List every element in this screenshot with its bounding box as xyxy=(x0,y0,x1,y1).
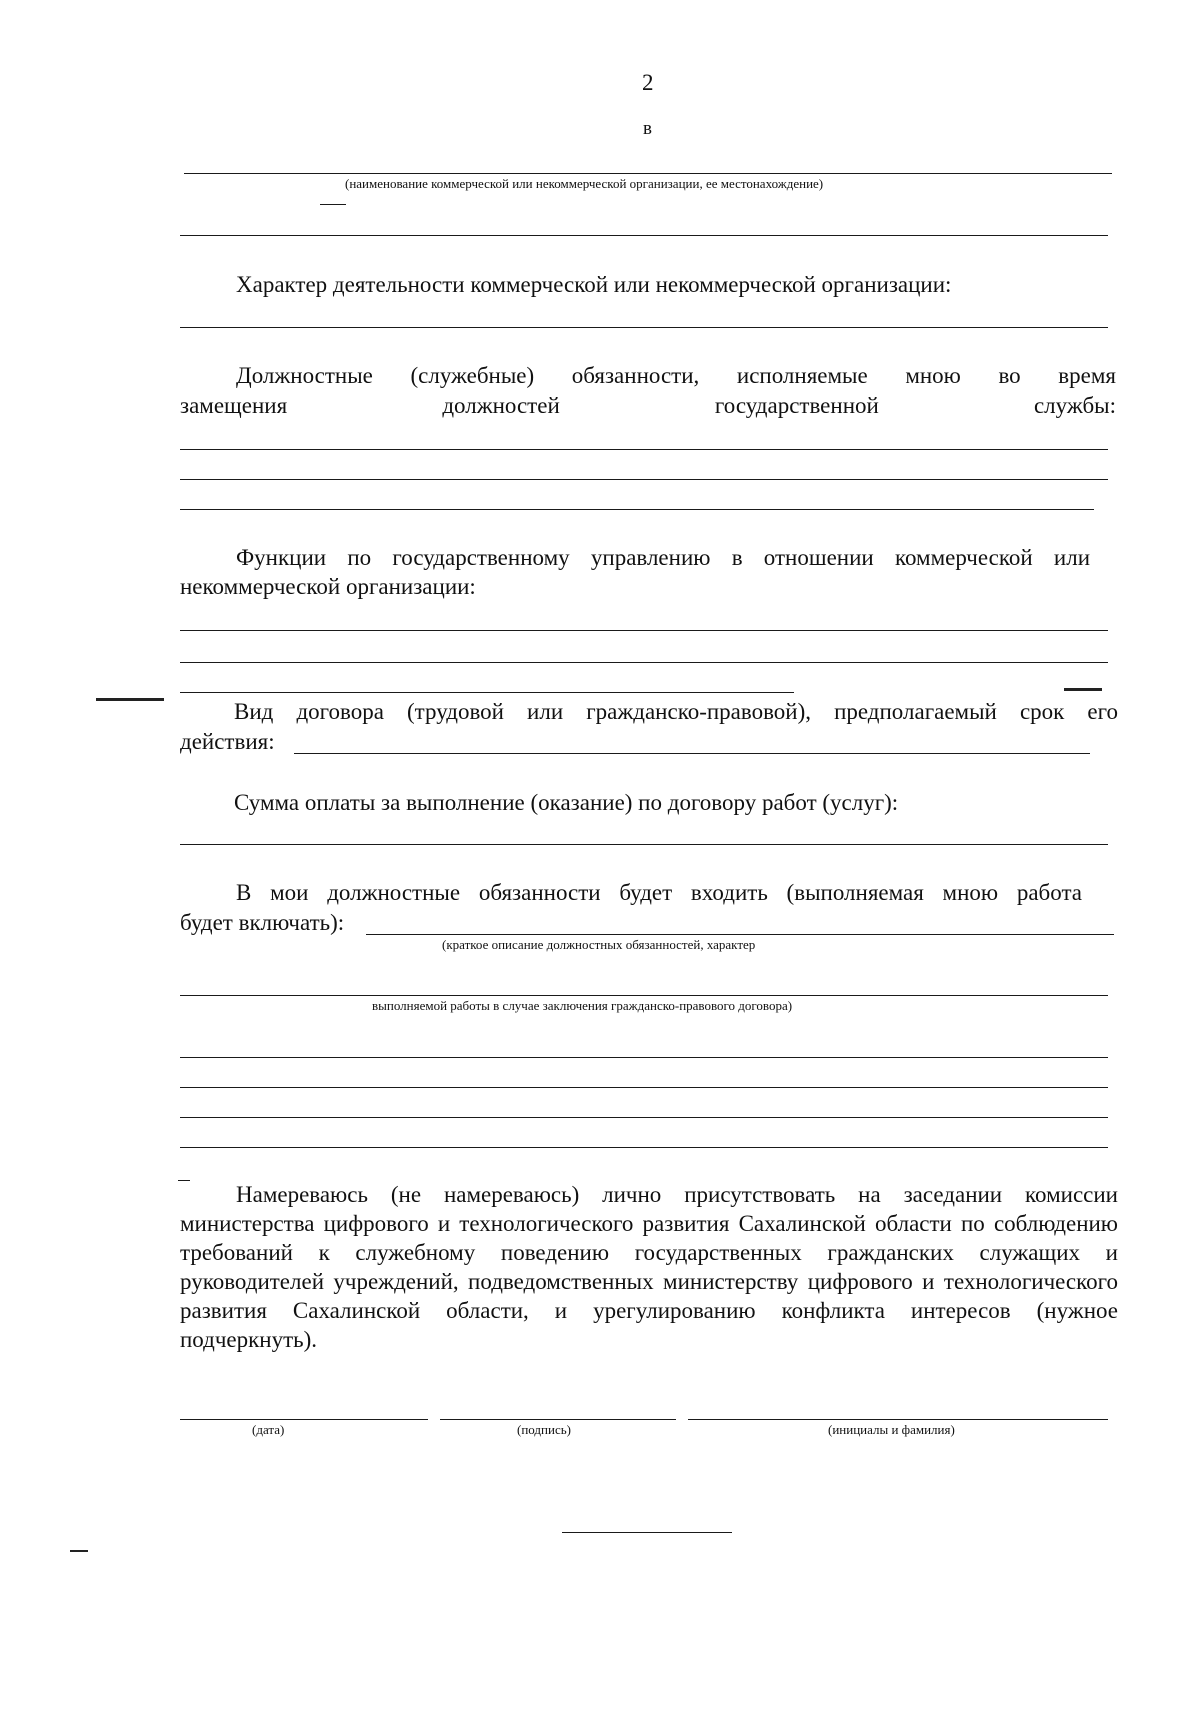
duties-caption-2: выполняемой работы в случае заключения гражданско-правового договора) xyxy=(372,998,793,1013)
duties-future-line-2b xyxy=(180,995,1108,996)
org-caption: (наименование коммерческой или некоммерческой организации, ее местонахождение) xyxy=(345,176,824,191)
duties-future-line-2: будет включать): xyxy=(180,910,345,935)
scan-artifact-small xyxy=(70,1550,88,1552)
functions-line-a xyxy=(180,630,1108,631)
page-number: 2 xyxy=(642,70,654,95)
duties-line-1: Должностные (служебные) обязанности, исполняемые мною во время xyxy=(236,363,1116,388)
name-line xyxy=(688,1419,1108,1420)
signature-line xyxy=(440,1419,676,1420)
contract-line xyxy=(294,753,1090,754)
activity-line xyxy=(180,327,1108,328)
duties-line-2: замещения должностей государственной службы: xyxy=(180,393,1116,418)
payment-line xyxy=(180,844,1108,845)
duties-line-g xyxy=(180,1147,1108,1148)
prefix-v: в xyxy=(643,118,652,139)
sig-date-caption: (дата) xyxy=(252,1422,285,1437)
duties-line-f xyxy=(180,1117,1108,1118)
duties-future-line-1: В мои должностные обязанности будет входить (выполняемая мною работа xyxy=(236,880,1082,905)
duties-line-b xyxy=(180,479,1108,480)
duties-caption-1: (краткое описание должностных обязанностей, характер xyxy=(442,937,756,952)
duties-line-e xyxy=(180,1087,1108,1088)
duties-line-c xyxy=(180,509,1094,510)
scan-artifact-right xyxy=(1064,688,1102,691)
functions-text: Функции по государственному управлению в отношении коммерческой или некоммерческой организации: xyxy=(180,545,1090,599)
duties-line-a xyxy=(180,449,1108,450)
duties-future-line xyxy=(366,934,1114,935)
org-line-2 xyxy=(180,235,1108,236)
contract-line-2: действия: xyxy=(180,729,275,754)
sig-signature-caption: (подпись) xyxy=(517,1422,571,1437)
end-line xyxy=(562,1532,732,1533)
activity-label: Характер деятельности коммерческой или некоммерческой организации: xyxy=(236,272,952,297)
functions-line-b xyxy=(180,662,1108,663)
duties-line-d xyxy=(180,1057,1108,1058)
functions-line-c xyxy=(180,692,794,693)
scan-artifact-left xyxy=(96,698,164,701)
date-line xyxy=(180,1419,428,1420)
intent-text: Намереваюсь (не намереваюсь) лично присутствовать на заседании комиссии министерства цифрового и технологического развития Сахалинской области по соблюдению требований к служебному поведению государственных гражданских служащих и руководителей учреждений, подведомственных министерству цифрового и технологического развития Сахалинской области, и урегулированию конфликта интересов (нужное подчеркнуть). xyxy=(180,1182,1118,1352)
org-line-1 xyxy=(184,173,1112,174)
payment-label: Сумма оплаты за выполнение (оказание) по договору работ (услуг): xyxy=(234,790,899,815)
contract-line-1: Вид договора (трудовой или гражданско-правовой), предполагаемый срок его xyxy=(234,699,1118,724)
sig-name-caption: (инициалы и фамилия) xyxy=(828,1422,955,1437)
short-dash xyxy=(320,204,346,205)
